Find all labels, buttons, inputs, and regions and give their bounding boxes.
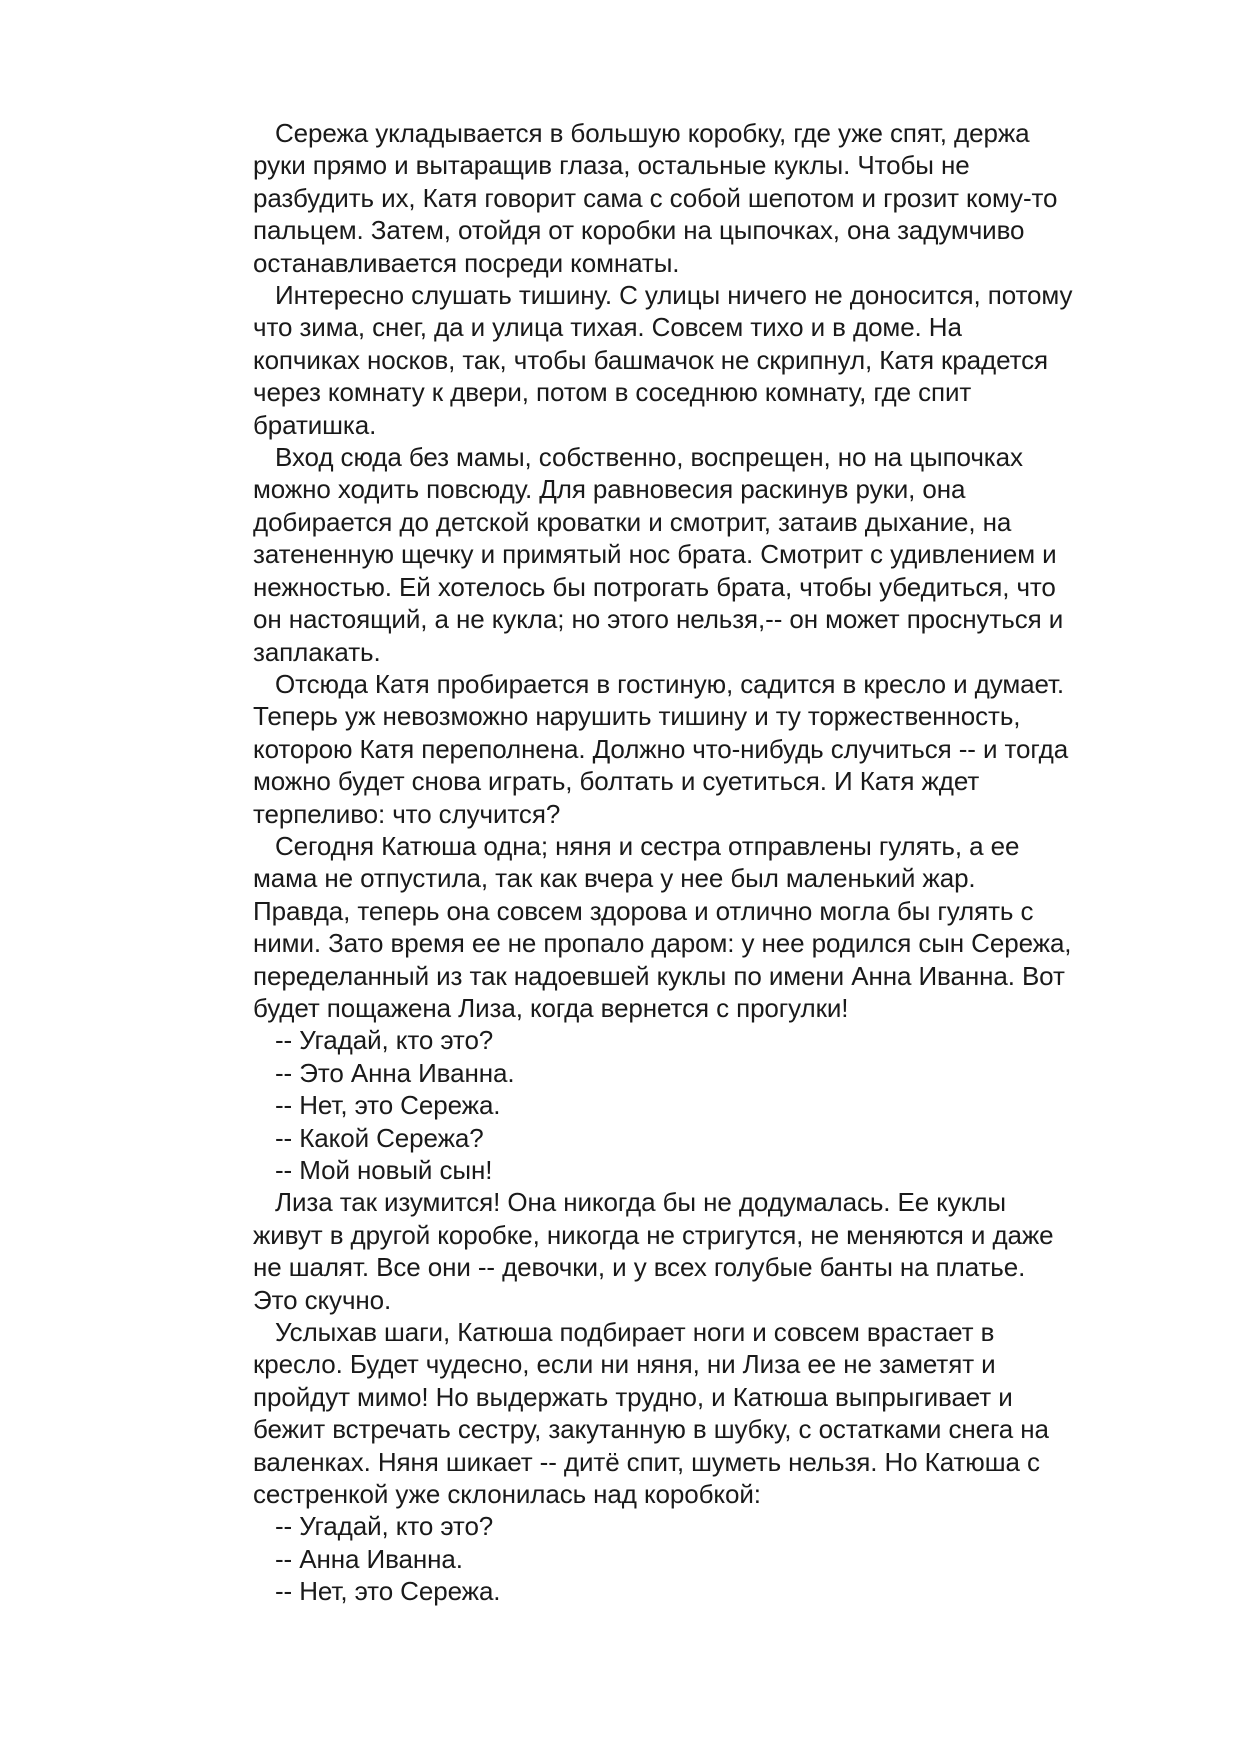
text-line: Интересно слушать тишину. С улицы ничего не доносится, потому <box>275 280 1073 311</box>
paragraph <box>253 1122 1173 1154</box>
text-line: через комнату к двери, потом в соседнюю комнату, где спит <box>253 377 972 408</box>
text-line: Сережа укладывается в большую коробку, где уже спят, держа <box>275 118 1030 148</box>
text-line: живут в другой коробке, никогда не стригутся, не меняются и даже <box>253 1219 1054 1250</box>
text-line: можно ходить повсюду. Для равновесия раскинув руки, она <box>253 474 966 505</box>
paragraph <box>253 668 1173 830</box>
text-line: -- Угадай, кто это? <box>275 1025 494 1056</box>
paragraph <box>253 1154 1173 1186</box>
text-line: останавливается посреди комнаты. <box>253 247 680 278</box>
paragraph <box>253 1575 1173 1607</box>
text-line: ними. Зато время ее не пропало даром: у нее родился сын Сережа, <box>253 928 1072 959</box>
text-line: которою Катя переполнена. Должно что-нибудь случиться -- и тогда <box>253 733 1069 764</box>
text-line: Лиза так изумится! Она никогда бы не додумалась. Ее куклы <box>275 1187 1006 1218</box>
text-line: копчиках носков, так, чтобы башмачок не скрипнул, Катя крадется <box>253 344 1049 375</box>
paragraph <box>253 1024 1173 1056</box>
text-line: сестренкой уже склонилась над коробкой: <box>253 1479 761 1510</box>
text-line: валенках. Няня шикает -- дитё спит, шуметь нельзя. Но Катюша с <box>253 1446 1040 1477</box>
text-line: будет пощажена Лиза, когда вернется с прогулки! <box>253 992 849 1023</box>
text-line: Услыхав шаги, Катюша подбирает ноги и совсем врастает в <box>275 1317 995 1348</box>
paragraph <box>253 1089 1173 1121</box>
text-line: заплакать. <box>253 636 381 667</box>
text-line: нежностью. Ей хотелось бы потрогать брата, чтобы убедиться, что <box>253 571 1056 602</box>
text-line: разбудить их, Катя говорит сама с собой шепотом и грозит кому-то <box>253 182 1058 213</box>
text-line: Отсюда Катя пробирается в гостиную, садится в кресло и думает. <box>275 668 1065 699</box>
text-line: Это скучно. <box>253 1284 392 1315</box>
paragraph <box>253 1316 1173 1510</box>
text-line: добирается до детской кроватки и смотрит, затаив дыхание, на <box>253 506 1012 537</box>
paragraph <box>253 441 1173 668</box>
text-line: Сегодня Катюша одна; няня и сестра отправлены гулять, а ее <box>275 830 1020 861</box>
text-line: мама не отпустила, так как вчера у нее был маленький жар. <box>253 863 976 894</box>
text-line: не шалят. Все они -- девочки, и у всех голубые банты на платье. <box>253 1252 1026 1283</box>
text-line: Правда, теперь она совсем здорова и отлично могла бы гулять с <box>253 895 1034 926</box>
text-body <box>253 117 1173 1608</box>
text-line: -- Анна Иванна. <box>275 1543 463 1574</box>
text-line: Вход сюда без мамы, собственно, воспрещен, но на цыпочках <box>275 442 1023 473</box>
paragraph <box>253 1543 1173 1575</box>
paragraph <box>253 1186 1173 1316</box>
text-line: -- Нет, это Сережа. <box>275 1090 501 1121</box>
text-line: затененную щечку и примятый нос брата. Смотрит с удивлением и <box>253 539 1057 570</box>
text-line: -- Угадай, кто это? <box>275 1511 494 1542</box>
text-line: -- Нет, это Сережа. <box>275 1576 501 1607</box>
text-line: Теперь уж невозможно нарушить тишину и ту торжественность, <box>253 701 1021 732</box>
text-line: бежит встречать сестру, закутанную в шубку, с остатками снега на <box>253 1414 1049 1445</box>
text-line: -- Какой Сережа? <box>275 1122 484 1153</box>
text-line: кресло. Будет чудесно, если ни няня, ни Лиза ее не заметят и <box>253 1349 996 1380</box>
text-line: переделанный из так надоевшей куклы по имени Анна Иванна. Вот <box>253 960 1065 991</box>
paragraph <box>253 117 1173 279</box>
text-line: терпеливо: что случится? <box>253 798 561 829</box>
text-line: что зима, снег, да и улица тихая. Совсем тихо и в доме. На <box>253 312 962 343</box>
text-line: -- Мой новый сын! <box>275 1155 493 1185</box>
text-line: пройдут мимо! Но выдержать трудно, и Катюша выпрыгивает и <box>253 1381 1013 1412</box>
paragraph <box>253 279 1173 441</box>
text-line: руки прямо и вытаращив глаза, остальные куклы. Чтобы не <box>253 150 970 181</box>
paragraph <box>253 830 1173 1024</box>
text-line: пальцем. Затем, отойдя от коробки на цыпочках, она задумчиво <box>253 215 1025 246</box>
paragraph <box>253 1510 1173 1542</box>
paragraph <box>253 1057 1173 1089</box>
text-line: можно будет снова играть, болтать и суетиться. И Катя ждет <box>253 766 980 797</box>
text-line: братишка. <box>253 409 377 440</box>
text-line: -- Это Анна Иванна. <box>275 1057 515 1088</box>
text-line: он настоящий, а не кукла; но этого нельзя,-- он может проснуться и <box>253 604 1064 635</box>
